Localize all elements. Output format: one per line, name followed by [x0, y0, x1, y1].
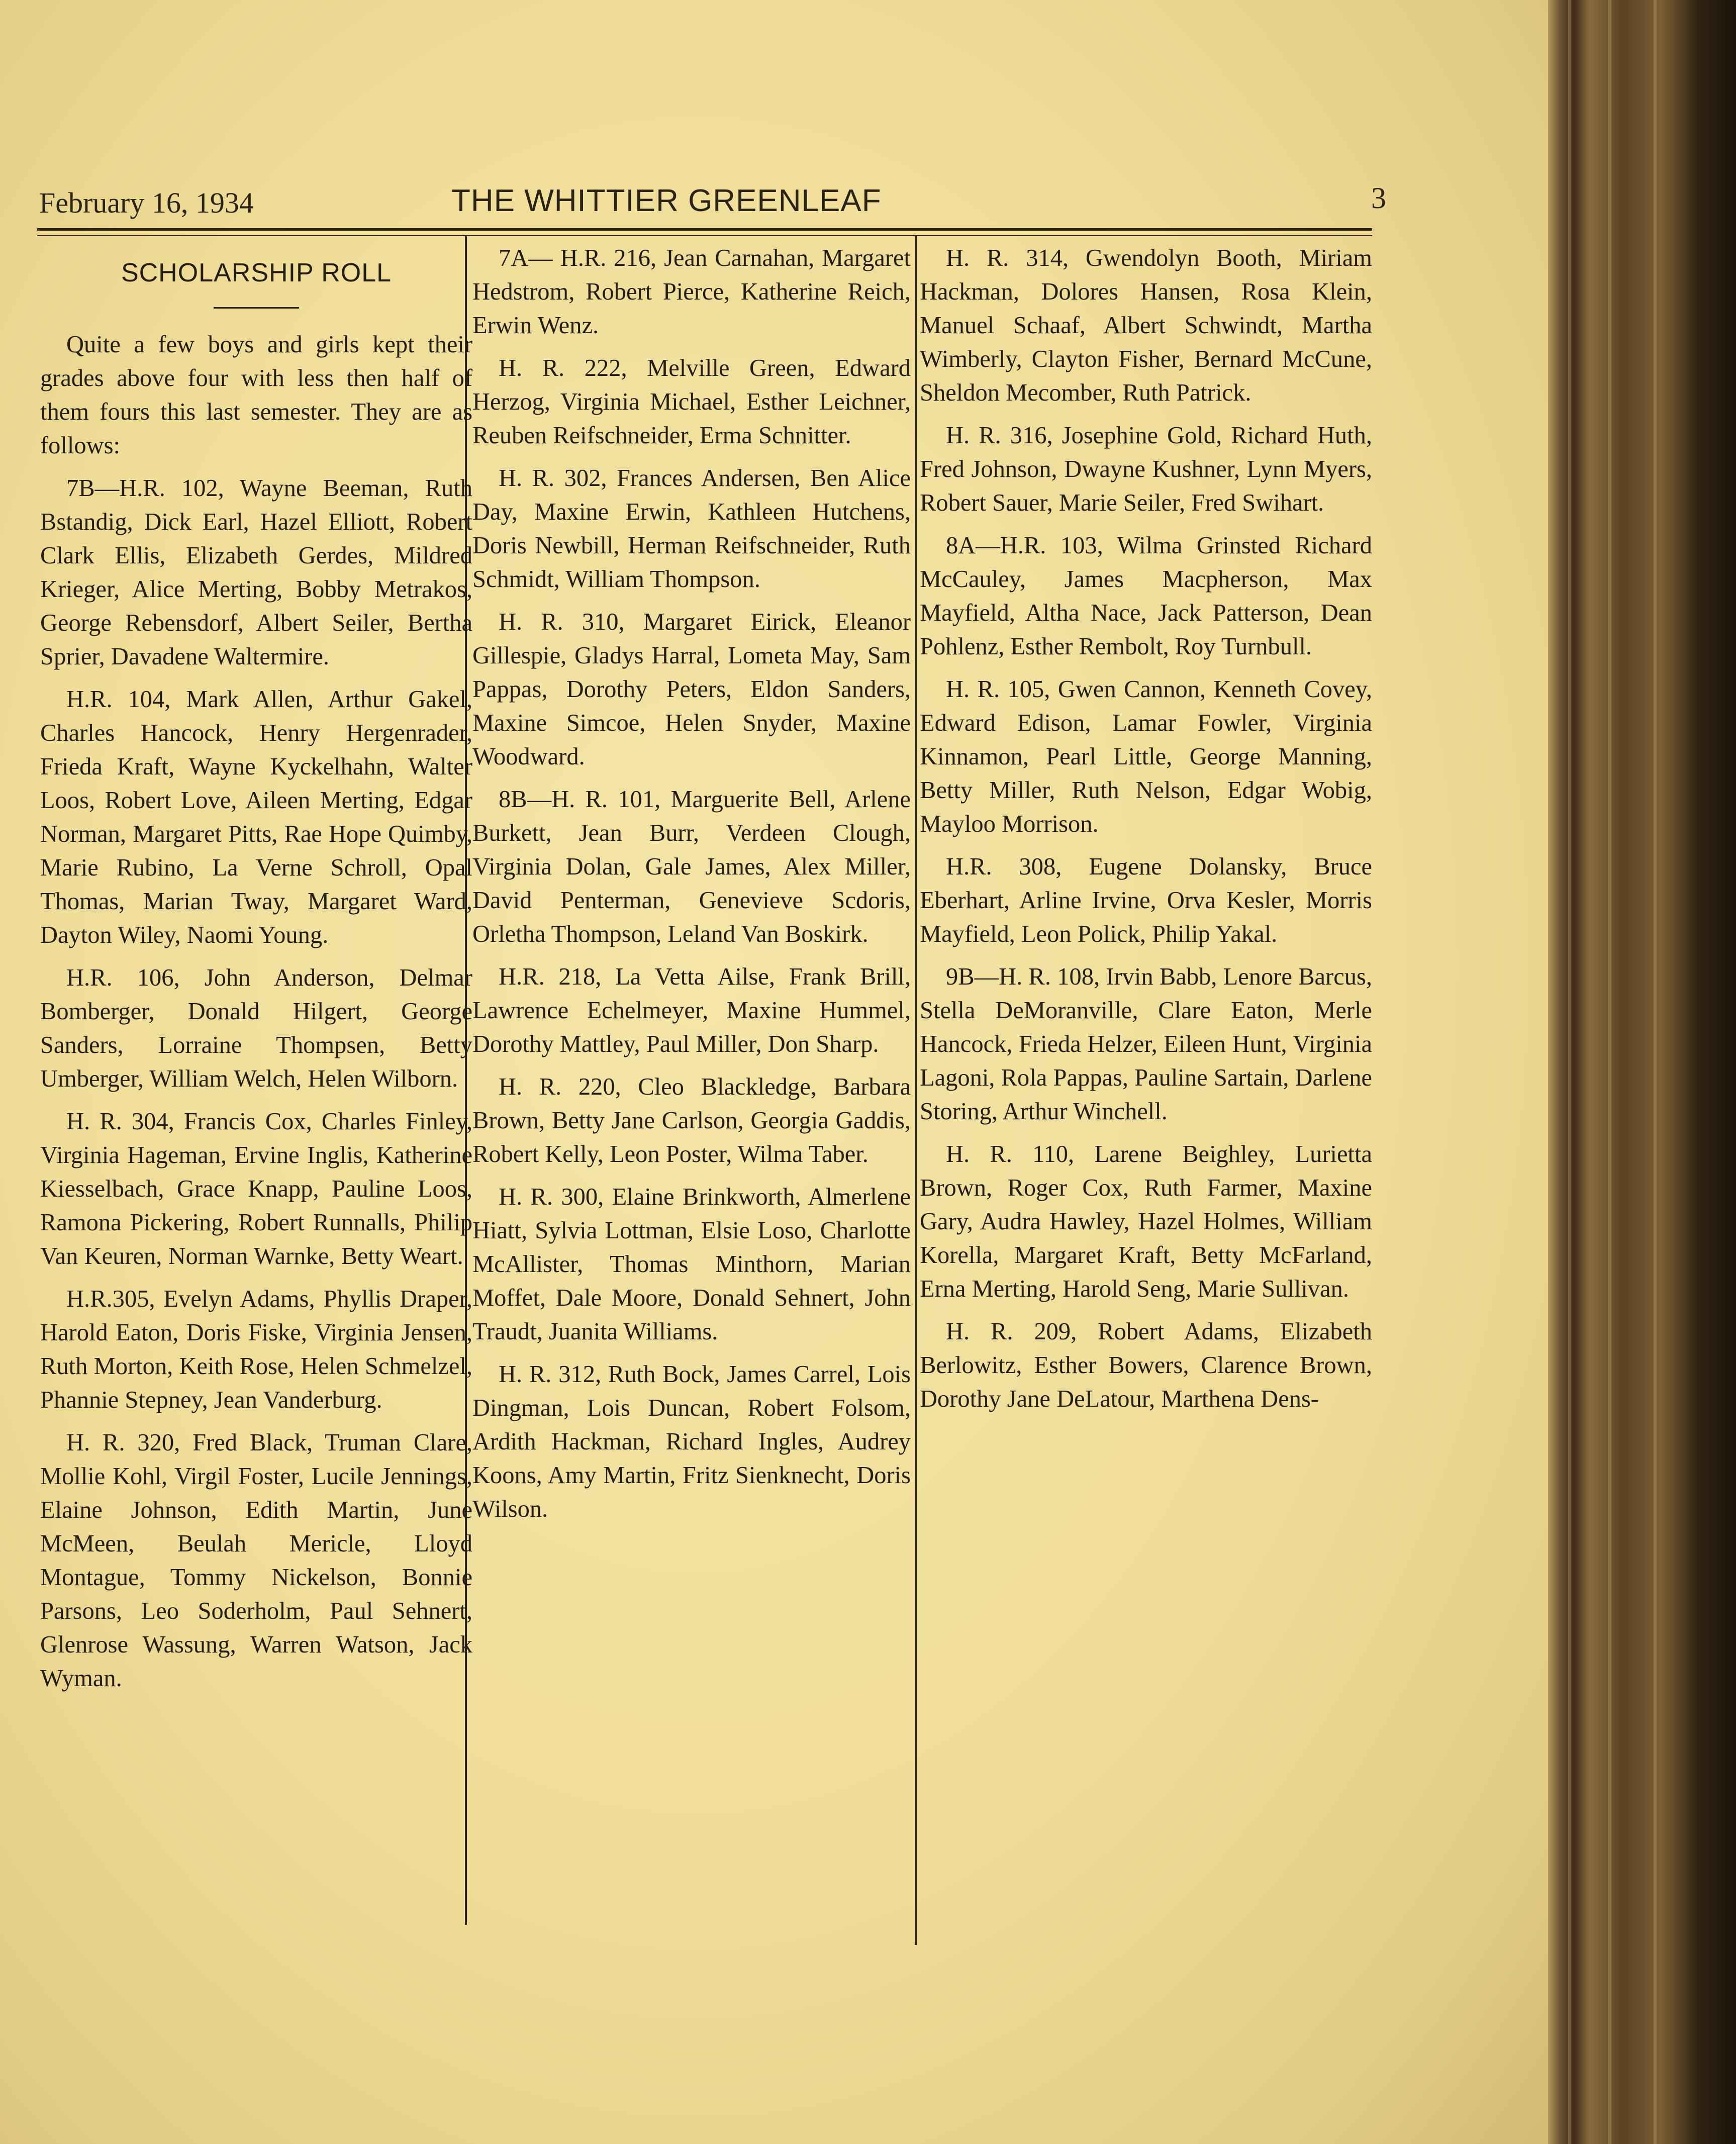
homeroom-list: 7B—H.R. 102, Wayne Beeman, Ruth Bstandig, Dick Earl, Hazel Elliott, Robert Clark Ellis, Elizabeth Gerdes, Mildred Krieger, Alice Merting, Bobby Metrakos, George Rebensdorf, Albert Seiler, Bertha Sprier, Davadene Waltermire. [40, 475, 472, 670]
header-rule-thin [37, 235, 1372, 236]
article-column-2 [472, 241, 911, 1535]
homeroom-list: H. R. 310, Margaret Eirick, Eleanor Gillespie, Gladys Harral, Lometa May, Sam Pappas, Dorothy Peters, Eldon Sanders, Maxine Simcoe, Helen Snyder, Maxine Woodward. [472, 609, 911, 770]
homeroom-list: 8B—H. R. 101, Marguerite Bell, Arlene Burkett, Jean Burr, Verdeen Clough, Virginia Dolan, Gale James, Alex Miller, David Penterman, Genevieve Scdoris, Orletha Thompson, Leland Van Boskirk. [472, 786, 911, 947]
homeroom-list: H. R. 316, Josephine Gold, Richard Huth, Fred Johnson, Dwayne Kushner, Lynn Myers, Robert Sauer, Marie Seiler, Fred Swihart. [920, 422, 1372, 516]
homeroom-list: H.R. 218, La Vetta Ailse, Frank Brill, Lawrence Echelmeyer, Maxine Hummel, Dorothy Mattley, Paul Miller, Don Sharp. [472, 963, 911, 1057]
page-number: 3 [1371, 181, 1386, 215]
homeroom-list: H. R. 304, Francis Cox, Charles Finley, Virginia Hageman, Ervine Inglis, Katherine Kiesselbach, Grace Knapp, Pauline Loos, Ramona Pickering, Robert Runnalls, Philip Van Keuren, Norman Warnke, Betty Weart. [40, 1108, 472, 1270]
binding-stripe [1654, 0, 1657, 2144]
homeroom-list: H. R. 302, Frances Andersen, Ben Alice Day, Maxine Erwin, Kathleen Hutchens, Doris Newbill, Herman Reifschneider, Ruth Schmidt, William Thompson. [472, 465, 911, 593]
homeroom-list: H. R. 209, Robert Adams, Elizabeth Berlowitz, Esther Bowers, Clarence Brown, Dorothy Jane DeLatour, Marthena Dens- [920, 1318, 1372, 1412]
homeroom-list: H. R. 312, Ruth Bock, James Carrel, Lois Dingman, Lois Duncan, Robert Folsom, Ardith Hackman, Richard Ingles, Audrey Koons, Amy Martin, Fritz Sienknecht, Doris Wilson. [472, 1361, 911, 1522]
homeroom-list: H. R. 105, Gwen Cannon, Kenneth Covey, Edward Edison, Lamar Fowler, Virginia Kinnamon, Pearl Little, George Manning, Betty Miller, Ruth Nelson, Edgar Wobig, Mayloo Morrison. [920, 676, 1372, 837]
homeroom-list: H. R. 314, Gwendolyn Booth, Miriam Hackman, Dolores Hansen, Rosa Klein, Manuel Schaaf, Albert Schwindt, Martha Wimberly, Clayton Fisher, Bernard McCune, Sheldon Mecomber, Ruth Patrick. [920, 245, 1372, 406]
homeroom-list: H. R. 300, Elaine Brinkworth, Almerlene Hiatt, Sylvia Lottman, Elsie Loso, Charlotte McAllister, Thomas Minthorn, Marian Moffet, Dale Moore, Donald Sehnert, John Traudt, Juanita Williams. [472, 1184, 911, 1345]
binding-stripe [1568, 0, 1571, 2144]
homeroom-list: H. R. 222, Melville Green, Edward Herzog, Virginia Michael, Esther Leichner, Reuben Reifschneider, Erma Schnitter. [472, 355, 911, 449]
homeroom-list: H. R. 320, Fred Black, Truman Clare, Mollie Kohl, Virgil Foster, Lucile Jennings, Elaine Johnson, Edith Martin, June McMeen, Beulah Mericle, Lloyd Montague, Tommy Nickelson, Bonnie Parsons, Leo Soderholm, Paul Sehnert, Glenrose Wassung, Warren Watson, Jack Wyman. [40, 1429, 472, 1692]
homeroom-list: H. R. 110, Larene Beighley, Lurietta Brown, Roger Cox, Ruth Farmer, Maxine Gary, Audra Hawley, Hazel Holmes, William Korella, Margaret Kraft, Betty McFarland, Erna Merting, Harold Seng, Marie Sullivan. [920, 1141, 1372, 1302]
article-intro: Quite a few boys and girls kept their grades above four with less then half of them fours this last semester. They are as follows: [40, 331, 472, 459]
homeroom-list: 8A—H.R. 103, Wilma Grinsted Richard McCauley, James Macpherson, Max Mayfield, Altha Nace, Jack Patterson, Dean Pohlenz, Esther Rembolt, Roy Turnbull. [920, 532, 1372, 660]
issue-date: February 16, 1934 [39, 186, 254, 219]
newspaper-title: THE WHITTIER GREENLEAF [451, 183, 882, 218]
binding-stripe [1608, 0, 1611, 2144]
homeroom-list: H.R. 106, John Anderson, Delmar Bomberger, Donald Hilgert, George Sanders, Lorraine Thompsen, Betty Umberger, William Welch, Helen Wilborn. [40, 964, 472, 1092]
book-binding-edge [1548, 0, 1736, 2144]
article-column-1 [40, 241, 472, 1704]
homeroom-list: H. R. 220, Cleo Blackledge, Barbara Brown, Betty Jane Carlson, Georgia Gaddis, Robert Kelly, Leon Poster, Wilma Taber. [472, 1074, 911, 1167]
homeroom-list: 7A— H.R. 216, Jean Carnahan, Margaret Hedstrom, Robert Pierce, Katherine Reich, Erwin Wenz. [472, 245, 911, 339]
homeroom-list: H.R. 308, Eugene Dolansky, Bruce Eberhart, Arline Irvine, Orva Kesler, Morris Mayfield, Leon Polick, Philip Yakal. [920, 853, 1372, 947]
headline-rule [214, 307, 299, 309]
header-rule [37, 228, 1372, 231]
homeroom-list: H.R.305, Evelyn Adams, Phyllis Draper, Harold Eaton, Doris Fiske, Virginia Jensen, Ruth Morton, Keith Rose, Helen Schmelzel, Phannie Stepney, Jean Vanderburg. [40, 1286, 472, 1413]
article-column-3 [920, 241, 1372, 1425]
page-header [39, 181, 1386, 226]
homeroom-list: 9B—H. R. 108, Irvin Babb, Lenore Barcus, Stella DeMoranville, Clare Eaton, Merle Hancock, Frieda Helzer, Eileen Hunt, Virginia Lagoni, Rola Pappas, Pauline Sartain, Darlene Storing, Arthur Winchell. [920, 963, 1372, 1125]
column-divider [915, 236, 917, 1945]
article-headline: SCHOLARSHIP ROLL [121, 258, 392, 287]
homeroom-list: H.R. 104, Mark Allen, Arthur Gakel, Charles Hancock, Henry Hergenrader, Frieda Kraft, Wayne Kyckelhahn, Walter Loos, Robert Love, Aileen Merting, Edgar Norman, Margaret Pitts, Rae Hope Quimby, Marie Rubino, La Verne Schroll, Opal Thomas, Marian Tway, Margaret Ward, Dayton Wiley, Naomi Young. [40, 686, 472, 948]
